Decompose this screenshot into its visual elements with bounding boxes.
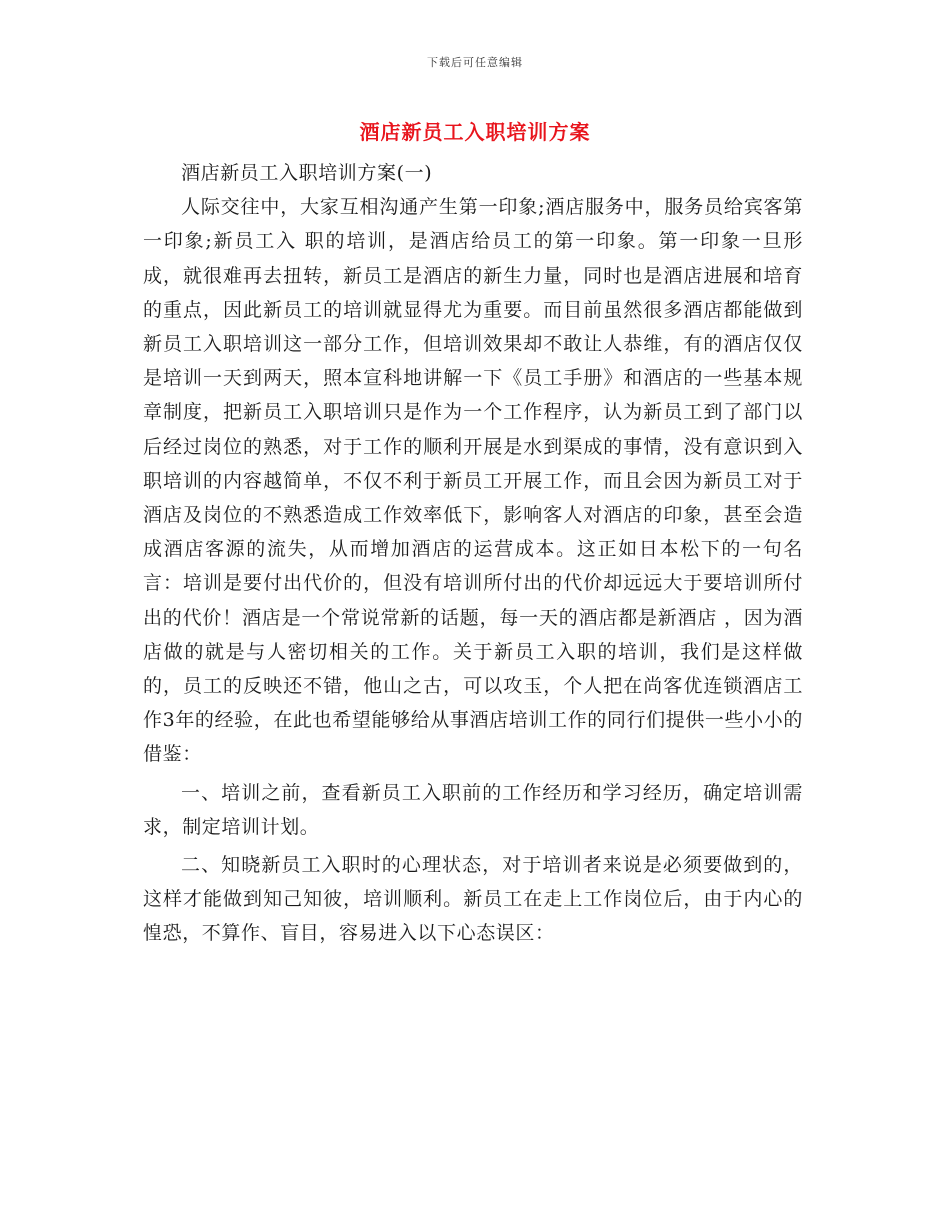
header-note: 下载后可任意编辑 bbox=[427, 56, 523, 69]
document-body bbox=[143, 156, 803, 951]
paragraph-point-2: 二、知晓新员工入职时的心理状态，对于培训者来说是必须要做到的，这样才能做到知己知彼，培训顺利。新员工在走上工作岗位后，由于内心的惶恐，不算作、盲目，容易进入以下心态误区： bbox=[143, 854, 803, 945]
document-title: 酒店新员工入职培训方案 bbox=[359, 120, 591, 144]
paragraph-point-1: 一、培训之前，查看新员工入职前的工作经历和学习经历，确定培训需求，制定培训计划。 bbox=[143, 781, 803, 838]
paragraph-intro: 人际交往中，大家互相沟通产生第一印象;酒店服务中，服务员给宾客第一印象;新员工入 职的培训，是酒店给员工的第一印象。第一印象一旦形成，就很难再去扭转，新员工是酒店的新生力量，同时也是酒店进展和培育的重点，因此新员工的培训就显得尤为重要。而目前虽然很多酒店都能做到新员工入职培训这一部分工作，但培训效果却不敢让人恭维，有的酒店仅仅是培训一天到两天，照本宣科地讲解一下《员工手册》和酒店的一些基本规章制度，把新员工入职培训只是作为一个工作程序，认为新员工到了部门以后经过岗位的熟悉，对于工作的顺利开展是水到渠成的事情，没有意识到入职培训的内容越简单，不仅不利于新员工开展工作，而且会因为新员工对于酒店及岗位的不熟悉造成工作效率低下，影响客人对酒店的印象，甚至会造成酒店客源的流失，从而增加酒店的运营成本。这正如日本松下的一句名言：培训是要付出代价的，但没有培训所付出的代价却远远大于要培训所付出的代价！酒店是一个常说常新的话题，每一天的酒店都是新酒店 ，因为酒店做的就是与人密切相关的工作。关于新员工入职的培训，我们是这样做的，员工的反映还不错，他山之古，可以攻玉，个人把在尚客优连锁酒店工作3年的经验，在此也希望能够给从事酒店培训工作的同行们提供一些小小的借鉴： bbox=[143, 196, 803, 766]
section-subtitle: 酒店新员工入职培训方案(一) bbox=[181, 162, 433, 184]
